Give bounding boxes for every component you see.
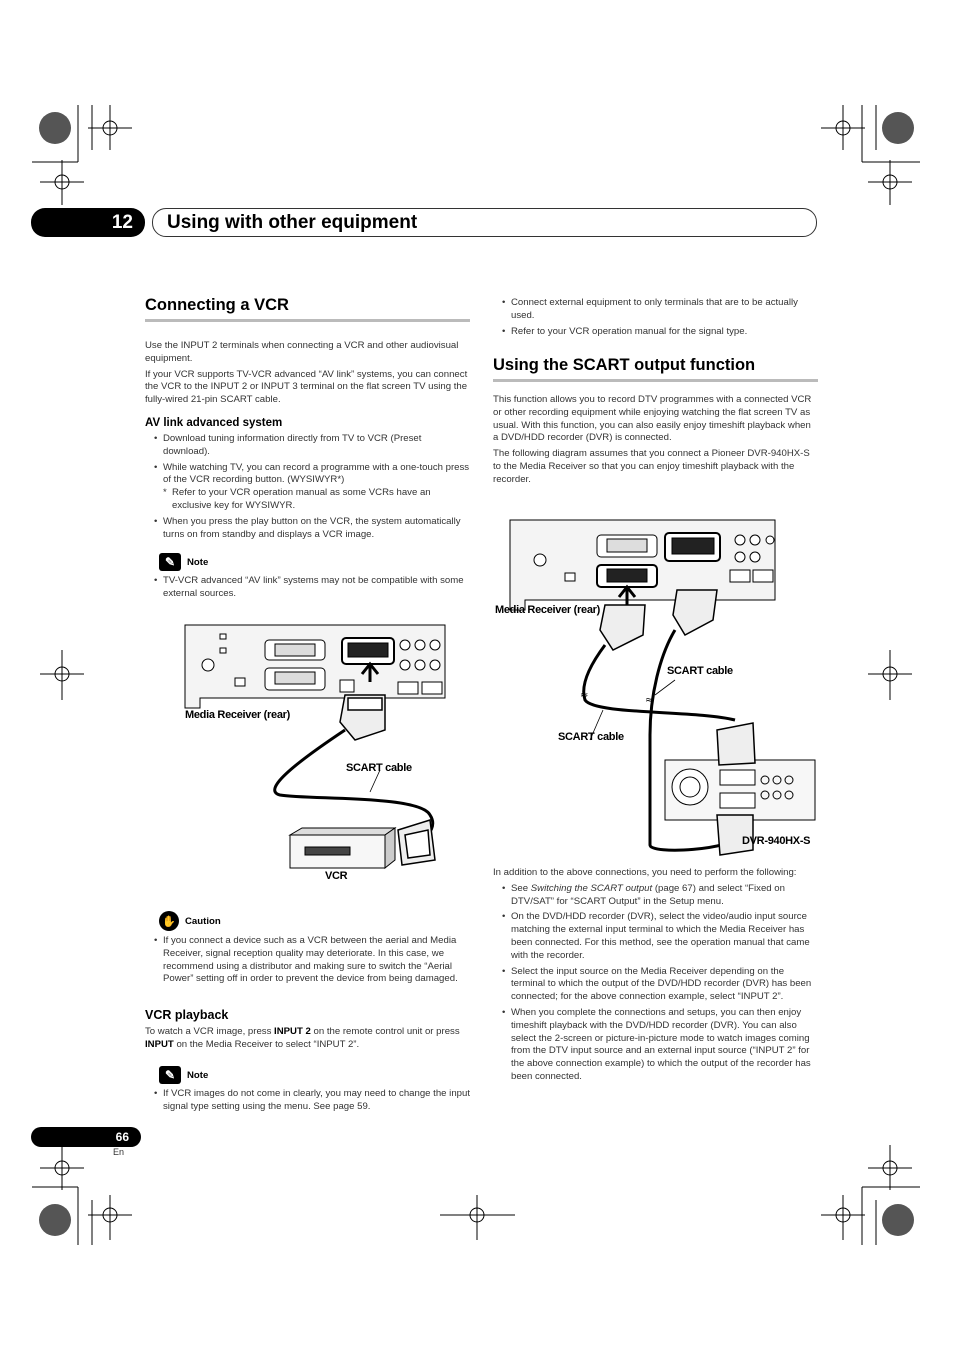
list-item: • On the DVD/HDD recorder (DVR), select the video/audio input source matching the external input terminal to which the Media Receiver has been connected. For this method, see the operation manual that came with the recorder. — [493, 911, 818, 962]
paragraph: This function allows you to record DTV programmes with a connected VCR or other recording equipment while enjoying watching the flat screen TV as usual. With this function, you can also easily enjoy timeshift playback when a DVD/HDD recorder (DVR) is connected. — [493, 394, 812, 444]
list-item: • Refer to your VCR operation manual for the signal type. — [493, 326, 818, 339]
list-item: • When you complete the connections and setups, you can then enjoy timeshift playback with the DVD/HDD recorder (DVR). You can also select the 2-screen or picture-in-picture mode to watch images coming from the DTV input source and an external input source (“INPUT 2” for the above connection example) to which the output of the recorder has been connected. — [493, 1007, 818, 1084]
caution-block — [145, 911, 470, 989]
vcr-playback-section — [145, 1008, 470, 1055]
paragraph: The following diagram assumes that you connect a Pioneer DVR-940HX-S to the Media Receiver so that you can enjoy timeshift playback with the recorder. — [493, 448, 810, 485]
page-number: 66 — [31, 1127, 141, 1147]
note-label: Note — [187, 556, 209, 568]
note-icon: ✎ — [159, 1066, 181, 1084]
list-item: • See Switching the SCART output (page 67) and select “Fixed on DTV/SAT” for “SCART Output” in the Setup menu. — [493, 883, 818, 909]
list-item: • While watching TV, you can record a programme with a one-touch press of the VCR recording button. (WYSIWYR*) — [145, 462, 470, 488]
note-text: • TV-VCR advanced “AV link” systems may not be compatible with some external sources. — [145, 575, 470, 601]
list-item: • When you press the play button on the VCR, the system automatically turns on from standby and displays a VCR image. — [145, 516, 470, 542]
list-item: • Connect external equipment to only terminals that are to be actually used. — [493, 297, 818, 323]
section-title-scart-output: Using the SCART output function — [493, 356, 756, 374]
svg-text:≈: ≈ — [645, 695, 654, 706]
right-top-bullets — [493, 297, 818, 341]
vcr-playback-heading: VCR playback — [145, 1008, 229, 1022]
caution-hand-icon: ✋ — [159, 911, 179, 931]
note-label: Note — [187, 1069, 209, 1081]
av-link-heading: AV link advanced system — [145, 416, 283, 429]
note-text: • If VCR images do not come in clearly, you may need to change the input signal type setting using the menu. See page 59. — [145, 1088, 470, 1114]
scart-cable-label: SCART cable — [346, 762, 412, 774]
svg-text:≈: ≈ — [580, 690, 589, 701]
section-title-connecting-vcr: Connecting a VCR — [145, 296, 289, 314]
caution-text: • If you connect a device such as a VCR between the aerial and Media Receiver, signal reception quality may deteriorate. In this case, we recommend using a distributor and making sure to switch the “Aerial Power” setting off in order to prevent the device from being damaged. — [145, 935, 470, 986]
intro-paragraph: If your VCR supports TV-VCR advanced “AV link” systems, you can connect the VCR to the INPUT 2 or INPUT 3 terminal on the flat screen TV using the fully-wired 21-pin SCART cable. — [145, 368, 468, 406]
caution-label: Caution — [185, 915, 221, 927]
list-item: • Select the input source on the Media Receiver depending on the terminal to which the output of the DVD/HDD recorder (DVR) has been connected; for the above connection example, select “INPUT 2”. — [493, 966, 818, 1004]
dvr-label: DVR-940HX-S — [742, 835, 811, 847]
av-link-list — [145, 433, 470, 541]
title-rule — [145, 319, 470, 322]
chapter-title: Using with other equipment — [152, 208, 817, 237]
scart-cable-label: SCART cable — [667, 665, 733, 677]
vcr-connection-diagram — [180, 620, 470, 895]
paragraph: In addition to the above connections, you need to perform the following: — [493, 867, 797, 878]
title-rule — [493, 379, 818, 382]
media-receiver-label: Media Receiver (rear) — [495, 604, 600, 616]
list-item: • Download tuning information directly from TV to VCR (Preset download). — [145, 433, 470, 459]
note-block-2 — [145, 1066, 470, 1117]
scart-cable-label: SCART cable — [558, 731, 624, 743]
footnote-item: * Refer to your VCR operation manual as some VCRs have an exclusive key for WYSIWYR. — [145, 487, 470, 513]
scart-output-diagram — [495, 515, 820, 860]
note-icon: ✎ — [159, 553, 181, 571]
chapter-number: 12 — [31, 208, 145, 237]
note-block — [145, 553, 470, 604]
vcr-playback-text: To watch a VCR image, press INPUT 2 on the remote control unit or press INPUT on the Media Receiver to select “INPUT 2”. — [145, 1026, 460, 1050]
left-column — [145, 296, 470, 544]
vcr-label: VCR — [325, 870, 348, 882]
media-receiver-label: Media Receiver (rear) — [185, 709, 290, 721]
scart-output-section — [493, 356, 818, 490]
language-code: En — [113, 1147, 125, 1157]
intro-paragraph: Use the INPUT 2 terminals when connecting a VCR and other audiovisual equipment. — [145, 340, 459, 364]
post-diagram-section — [493, 867, 818, 1087]
